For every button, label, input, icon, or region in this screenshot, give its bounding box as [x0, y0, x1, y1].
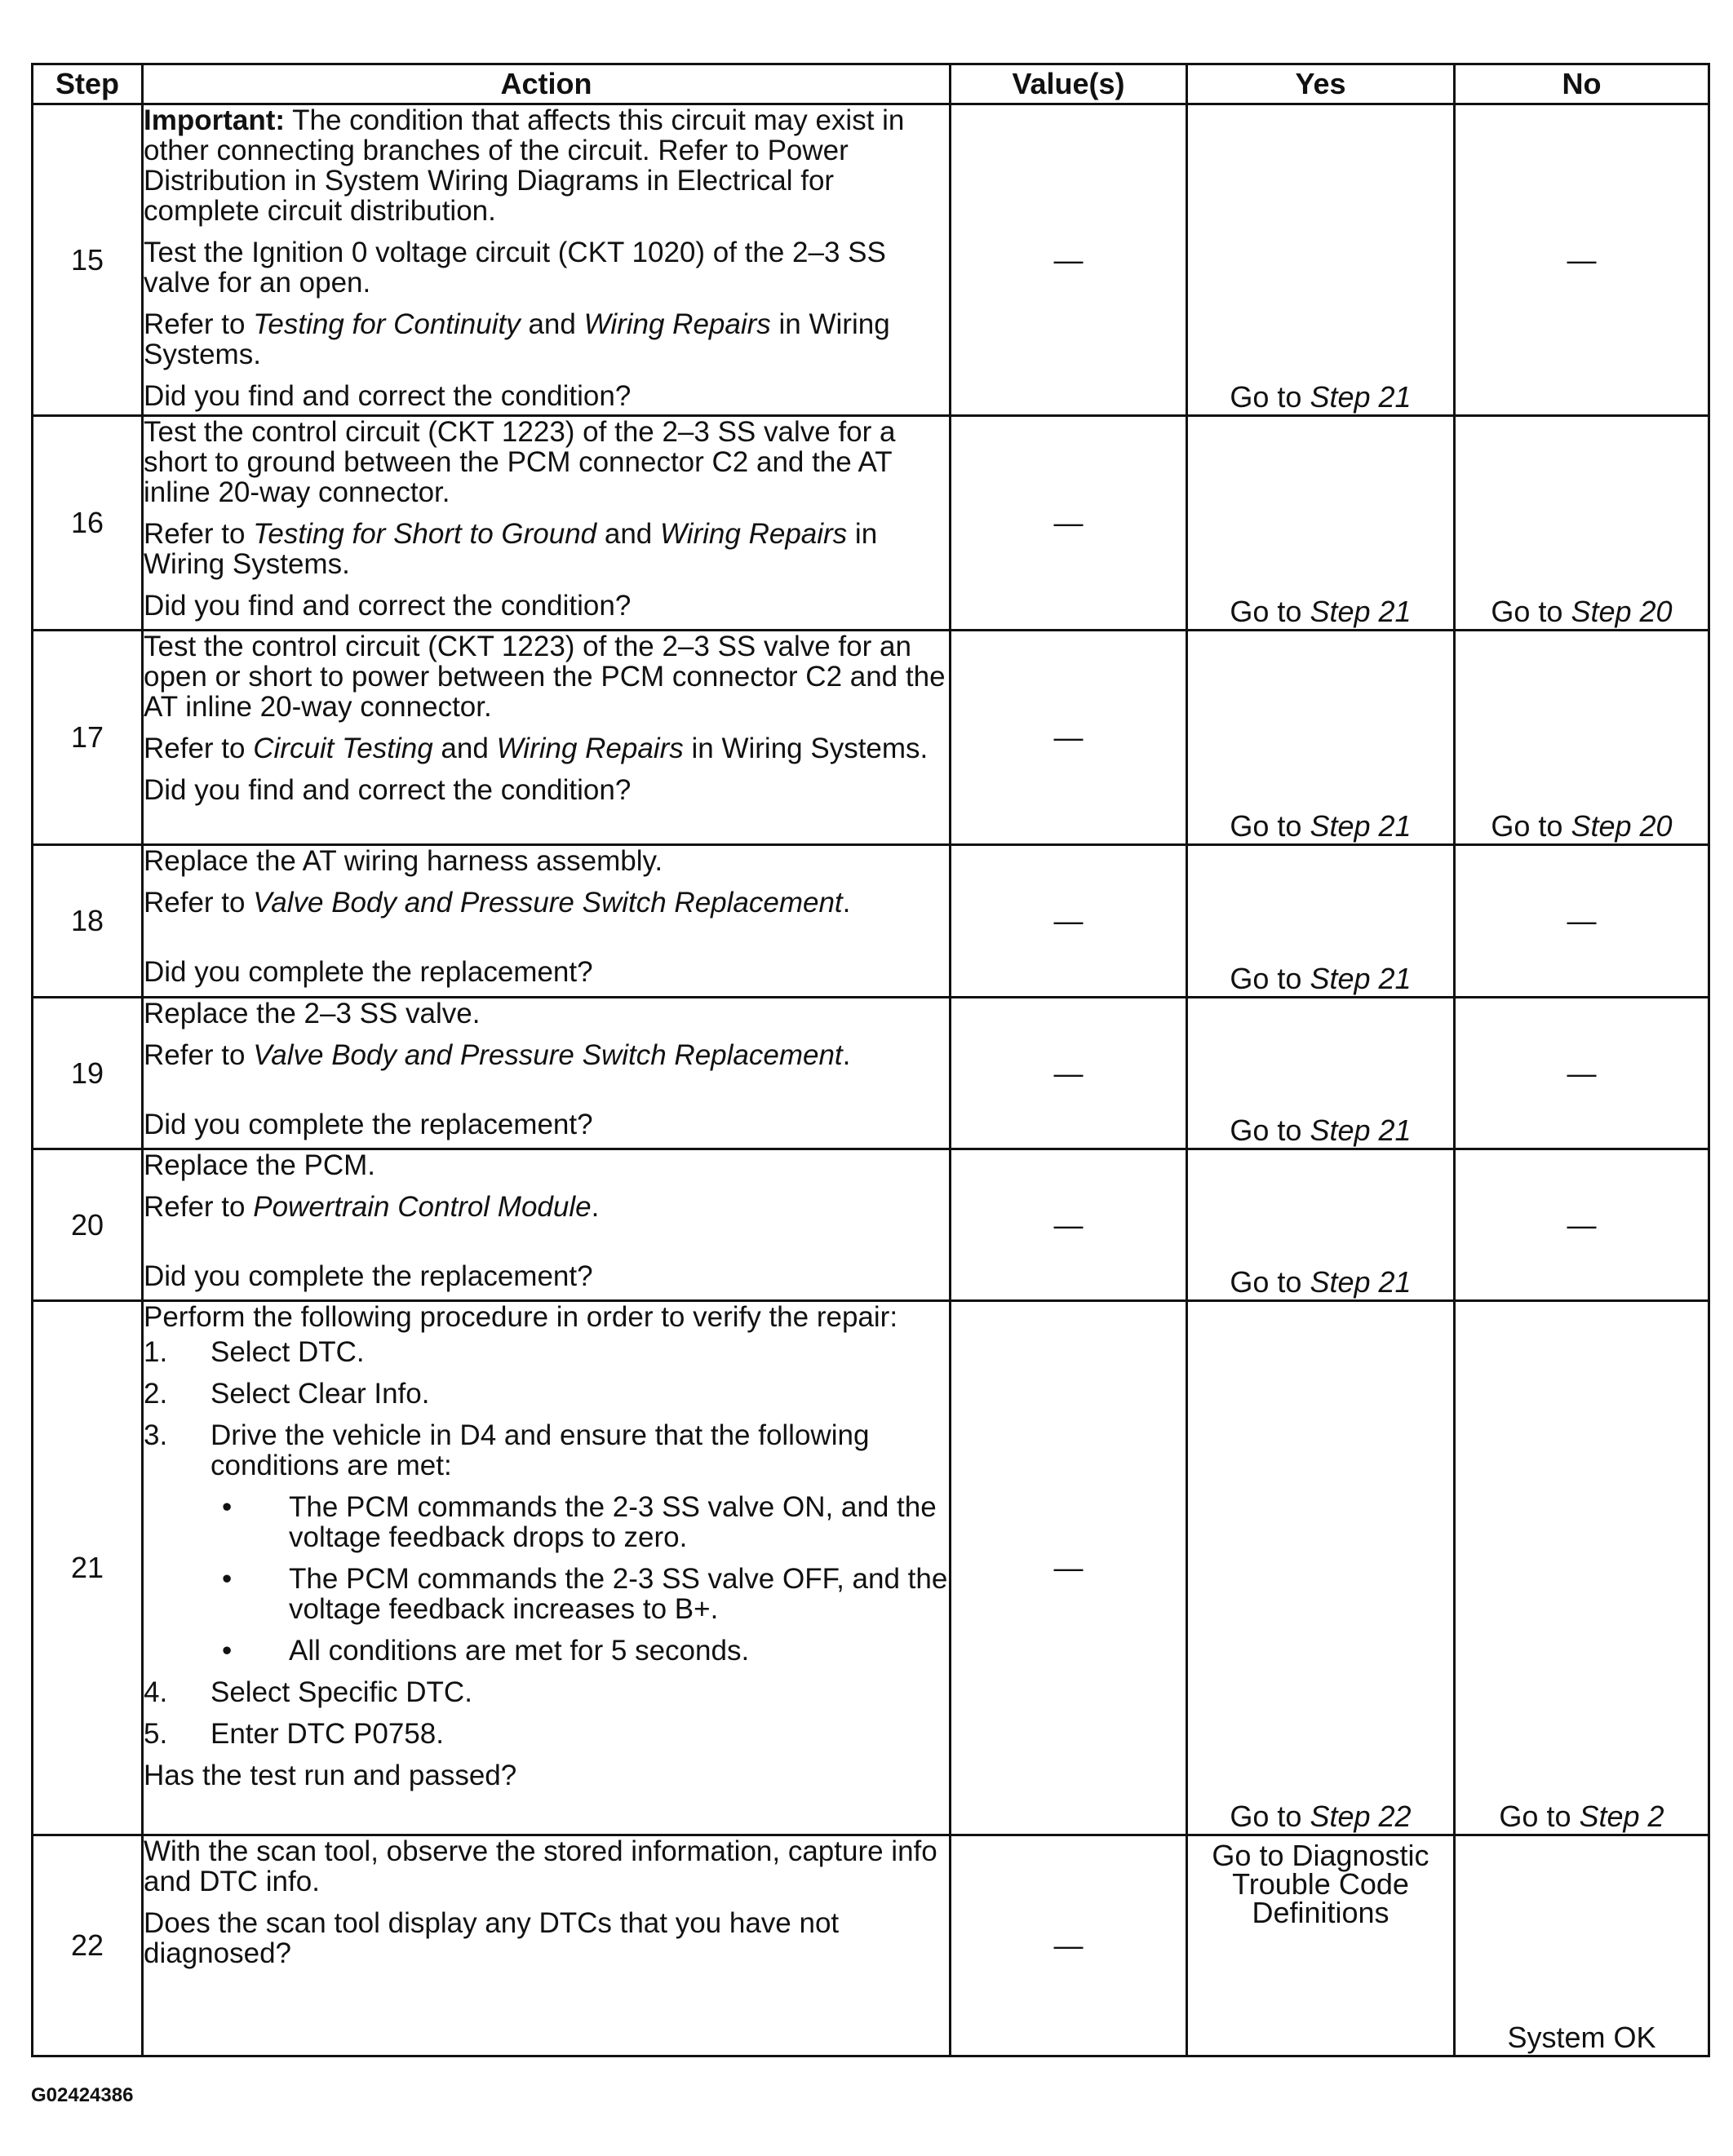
refer-link: Circuit Testing — [253, 733, 433, 764]
value-cell — [951, 104, 1187, 416]
dash-value: — — [1567, 1056, 1597, 1090]
refer-link: Wiring Repairs — [659, 518, 848, 550]
refer-link: Wiring Repairs — [583, 308, 771, 340]
header-row — [33, 64, 1709, 104]
list-item: 2. Select Clear Info. — [144, 1378, 430, 1410]
action-cell — [143, 845, 951, 998]
no-cell: Go to Step 2 — [1455, 1301, 1709, 1835]
value-cell — [951, 1835, 1187, 2056]
table-row — [33, 998, 1709, 1149]
no-cell — [1455, 998, 1709, 1149]
dash-value: — — [1567, 904, 1597, 937]
replace-instruction: Replace the PCM. — [144, 1149, 376, 1181]
important-label: Important: — [144, 104, 286, 136]
yes-cell: Go to Step 21 — [1187, 631, 1455, 845]
action-cell — [143, 1301, 951, 1835]
step-number: 22 — [33, 1835, 143, 2056]
yes-step-link: Step 21 — [1310, 380, 1412, 414]
replace-instruction: Replace the 2–3 SS valve. — [144, 998, 481, 1029]
procedure-list — [144, 1337, 949, 1749]
procedure-intro: Perform the following procedure in order to verify the repair: — [144, 1301, 898, 1333]
value-cell — [951, 998, 1187, 1149]
refer-link: Valve Body and Pressure Switch Replacement — [253, 1039, 843, 1071]
table-row — [33, 631, 1709, 845]
test-instruction: Test the Ignition 0 voltage circuit (CKT 1020) of the 2–3 SS valve for an open. — [144, 237, 886, 299]
yes-step-link: Step 22 — [1310, 1800, 1412, 1833]
refer-text: Refer to Valve Body and Pressure Switch Replacement. — [144, 887, 851, 919]
bullet-item: • The PCM commands the 2-3 SS valve OFF, and the voltage feedback increases to B+. — [222, 1563, 948, 1625]
action-cell — [143, 998, 951, 1149]
step-number: 18 — [33, 845, 143, 998]
question: Did you find and correct the condition? — [144, 774, 632, 806]
yes-cell: Go to Step 22 — [1187, 1301, 1455, 1835]
step-number: 19 — [33, 998, 143, 1149]
question: Does the scan tool display any DTCs that you have not diagnosed? — [144, 1907, 840, 1969]
no-cell — [1455, 1149, 1709, 1301]
header-values: Value(s) — [951, 64, 1187, 104]
action-cell — [143, 104, 951, 416]
header-no: No — [1455, 64, 1709, 104]
step-number: 15 — [33, 104, 143, 416]
yes-cell: Go to Diagnostic Trouble Code Definitions — [1187, 1835, 1455, 2056]
yes-step-link: Step 21 — [1310, 809, 1412, 843]
scan-instruction: With the scan tool, observe the stored information, capture info and DTC info. — [144, 1835, 937, 1897]
dash-value: — — [1053, 1551, 1084, 1584]
value-cell — [951, 1149, 1187, 1301]
table-row — [33, 1835, 1709, 2056]
yes-step-link: Step 21 — [1310, 1265, 1412, 1299]
dash-value: — — [1053, 1928, 1084, 1962]
no-step-link: Step 2 — [1579, 1800, 1664, 1833]
question: Did you complete the replacement? — [144, 1109, 593, 1140]
yes-cell: Go to Step 21 — [1187, 416, 1455, 631]
table-row — [33, 845, 1709, 998]
no-step-link: Step 20 — [1571, 595, 1673, 628]
step-number: 21 — [33, 1301, 143, 1835]
dash-value: — — [1053, 1056, 1084, 1090]
question: Did you find and correct the condition? — [144, 380, 632, 412]
question: Did you complete the replacement? — [144, 956, 593, 988]
refer-text: Refer to Circuit Testing and Wiring Repairs in Wiring Systems. — [144, 733, 929, 764]
yes-cell: Go to Step 21 — [1187, 1149, 1455, 1301]
important-note — [144, 105, 949, 226]
refer-link: Testing for Short to Ground — [253, 518, 597, 550]
value-cell — [951, 631, 1187, 845]
dash-value: — — [1567, 1207, 1597, 1242]
refer-text: Refer to Testing for Short to Ground and Wiring Repairs in Wiring Systems. — [144, 518, 878, 580]
header-step: Step — [33, 64, 143, 104]
question: Has the test run and passed? — [144, 1760, 517, 1791]
refer-link: Valve Body and Pressure Switch Replacement — [253, 887, 843, 919]
refer-link: Wiring Repairs — [496, 733, 684, 764]
step-number: 17 — [33, 631, 143, 845]
dash-value: — — [1053, 720, 1084, 754]
action-cell — [143, 1835, 951, 2056]
no-cell — [1455, 845, 1709, 998]
refer-text: Refer to Valve Body and Pressure Switch Replacement. — [144, 1039, 851, 1071]
no-cell: System OK — [1455, 1835, 1709, 2056]
table-row — [33, 416, 1709, 631]
important-text: The condition that affects this circuit may exist in other connecting branches of the circuit. Refer to Power Distribution in System Wiring Diagrams in Electrical for complete circuit distribution. — [144, 104, 905, 227]
test-instruction: Test the control circuit (CKT 1223) of the 2–3 SS valve for a short to ground between the PCM connector C2 and the AT inline 20-way connector. — [144, 416, 896, 508]
list-item: 1. Select DTC. — [144, 1336, 365, 1368]
yes-cell: Go to Step 21 — [1187, 845, 1455, 998]
header-action: Action — [143, 64, 951, 104]
refer-link: Powertrain Control Module — [253, 1191, 592, 1223]
refer-link: Testing for Continuity — [253, 308, 521, 340]
yes-step-link: Step 21 — [1310, 1113, 1412, 1147]
list-item: 5. Enter DTC P0758. — [144, 1718, 444, 1750]
dash-value: — — [1567, 242, 1597, 277]
header-yes: Yes — [1187, 64, 1455, 104]
table-row — [33, 1149, 1709, 1301]
value-cell — [951, 1301, 1187, 1835]
action-cell — [143, 1149, 951, 1301]
no-step-link: Step 20 — [1571, 809, 1673, 843]
question: Did you complete the replacement? — [144, 1260, 593, 1292]
figure-code: G02424386 — [31, 2084, 134, 2106]
refer-text: Refer to Powertrain Control Module. — [144, 1191, 600, 1223]
yes-cell: Go to Step 21 — [1187, 998, 1455, 1149]
value-cell — [951, 845, 1187, 998]
refer-text: Refer to Testing for Continuity and Wiring Repairs in Wiring Systems. — [144, 308, 890, 370]
yes-step-link: Step 21 — [1310, 962, 1412, 995]
value-cell — [951, 416, 1187, 631]
action-cell — [143, 416, 951, 631]
diagnostic-table — [31, 63, 1710, 2057]
list-item: 3. Drive the vehicle in D4 and ensure that the following conditions are met: — [144, 1419, 870, 1481]
yes-step-link: Step 21 — [1310, 595, 1412, 628]
table-row — [33, 1301, 1709, 1835]
dash-value: — — [1053, 1207, 1084, 1242]
yes-cell: Go to Step 21 — [1187, 104, 1455, 416]
dash-value: — — [1053, 242, 1084, 277]
list-item: 4. Select Specific DTC. — [144, 1676, 472, 1708]
no-cell: Go to Step 20 — [1455, 416, 1709, 631]
action-cell — [143, 631, 951, 845]
step-number: 20 — [33, 1149, 143, 1301]
bullet-item: • The PCM commands the 2-3 SS valve ON, and the voltage feedback drops to zero. — [222, 1491, 937, 1553]
dash-value: — — [1053, 904, 1084, 937]
test-instruction: Test the control circuit (CKT 1223) of the 2–3 SS valve for an open or short to power between the PCM connector C2 and the AT inline 20-way connector. — [144, 631, 946, 723]
replace-instruction: Replace the AT wiring harness assembly. — [144, 845, 663, 877]
step-number: 16 — [33, 416, 143, 631]
table-row — [33, 104, 1709, 416]
question: Did you find and correct the condition? — [144, 590, 632, 622]
no-cell: Go to Step 20 — [1455, 631, 1709, 845]
no-cell — [1455, 104, 1709, 416]
dash-value: — — [1053, 506, 1084, 539]
bullet-item: • All conditions are met for 5 seconds. — [222, 1635, 750, 1667]
